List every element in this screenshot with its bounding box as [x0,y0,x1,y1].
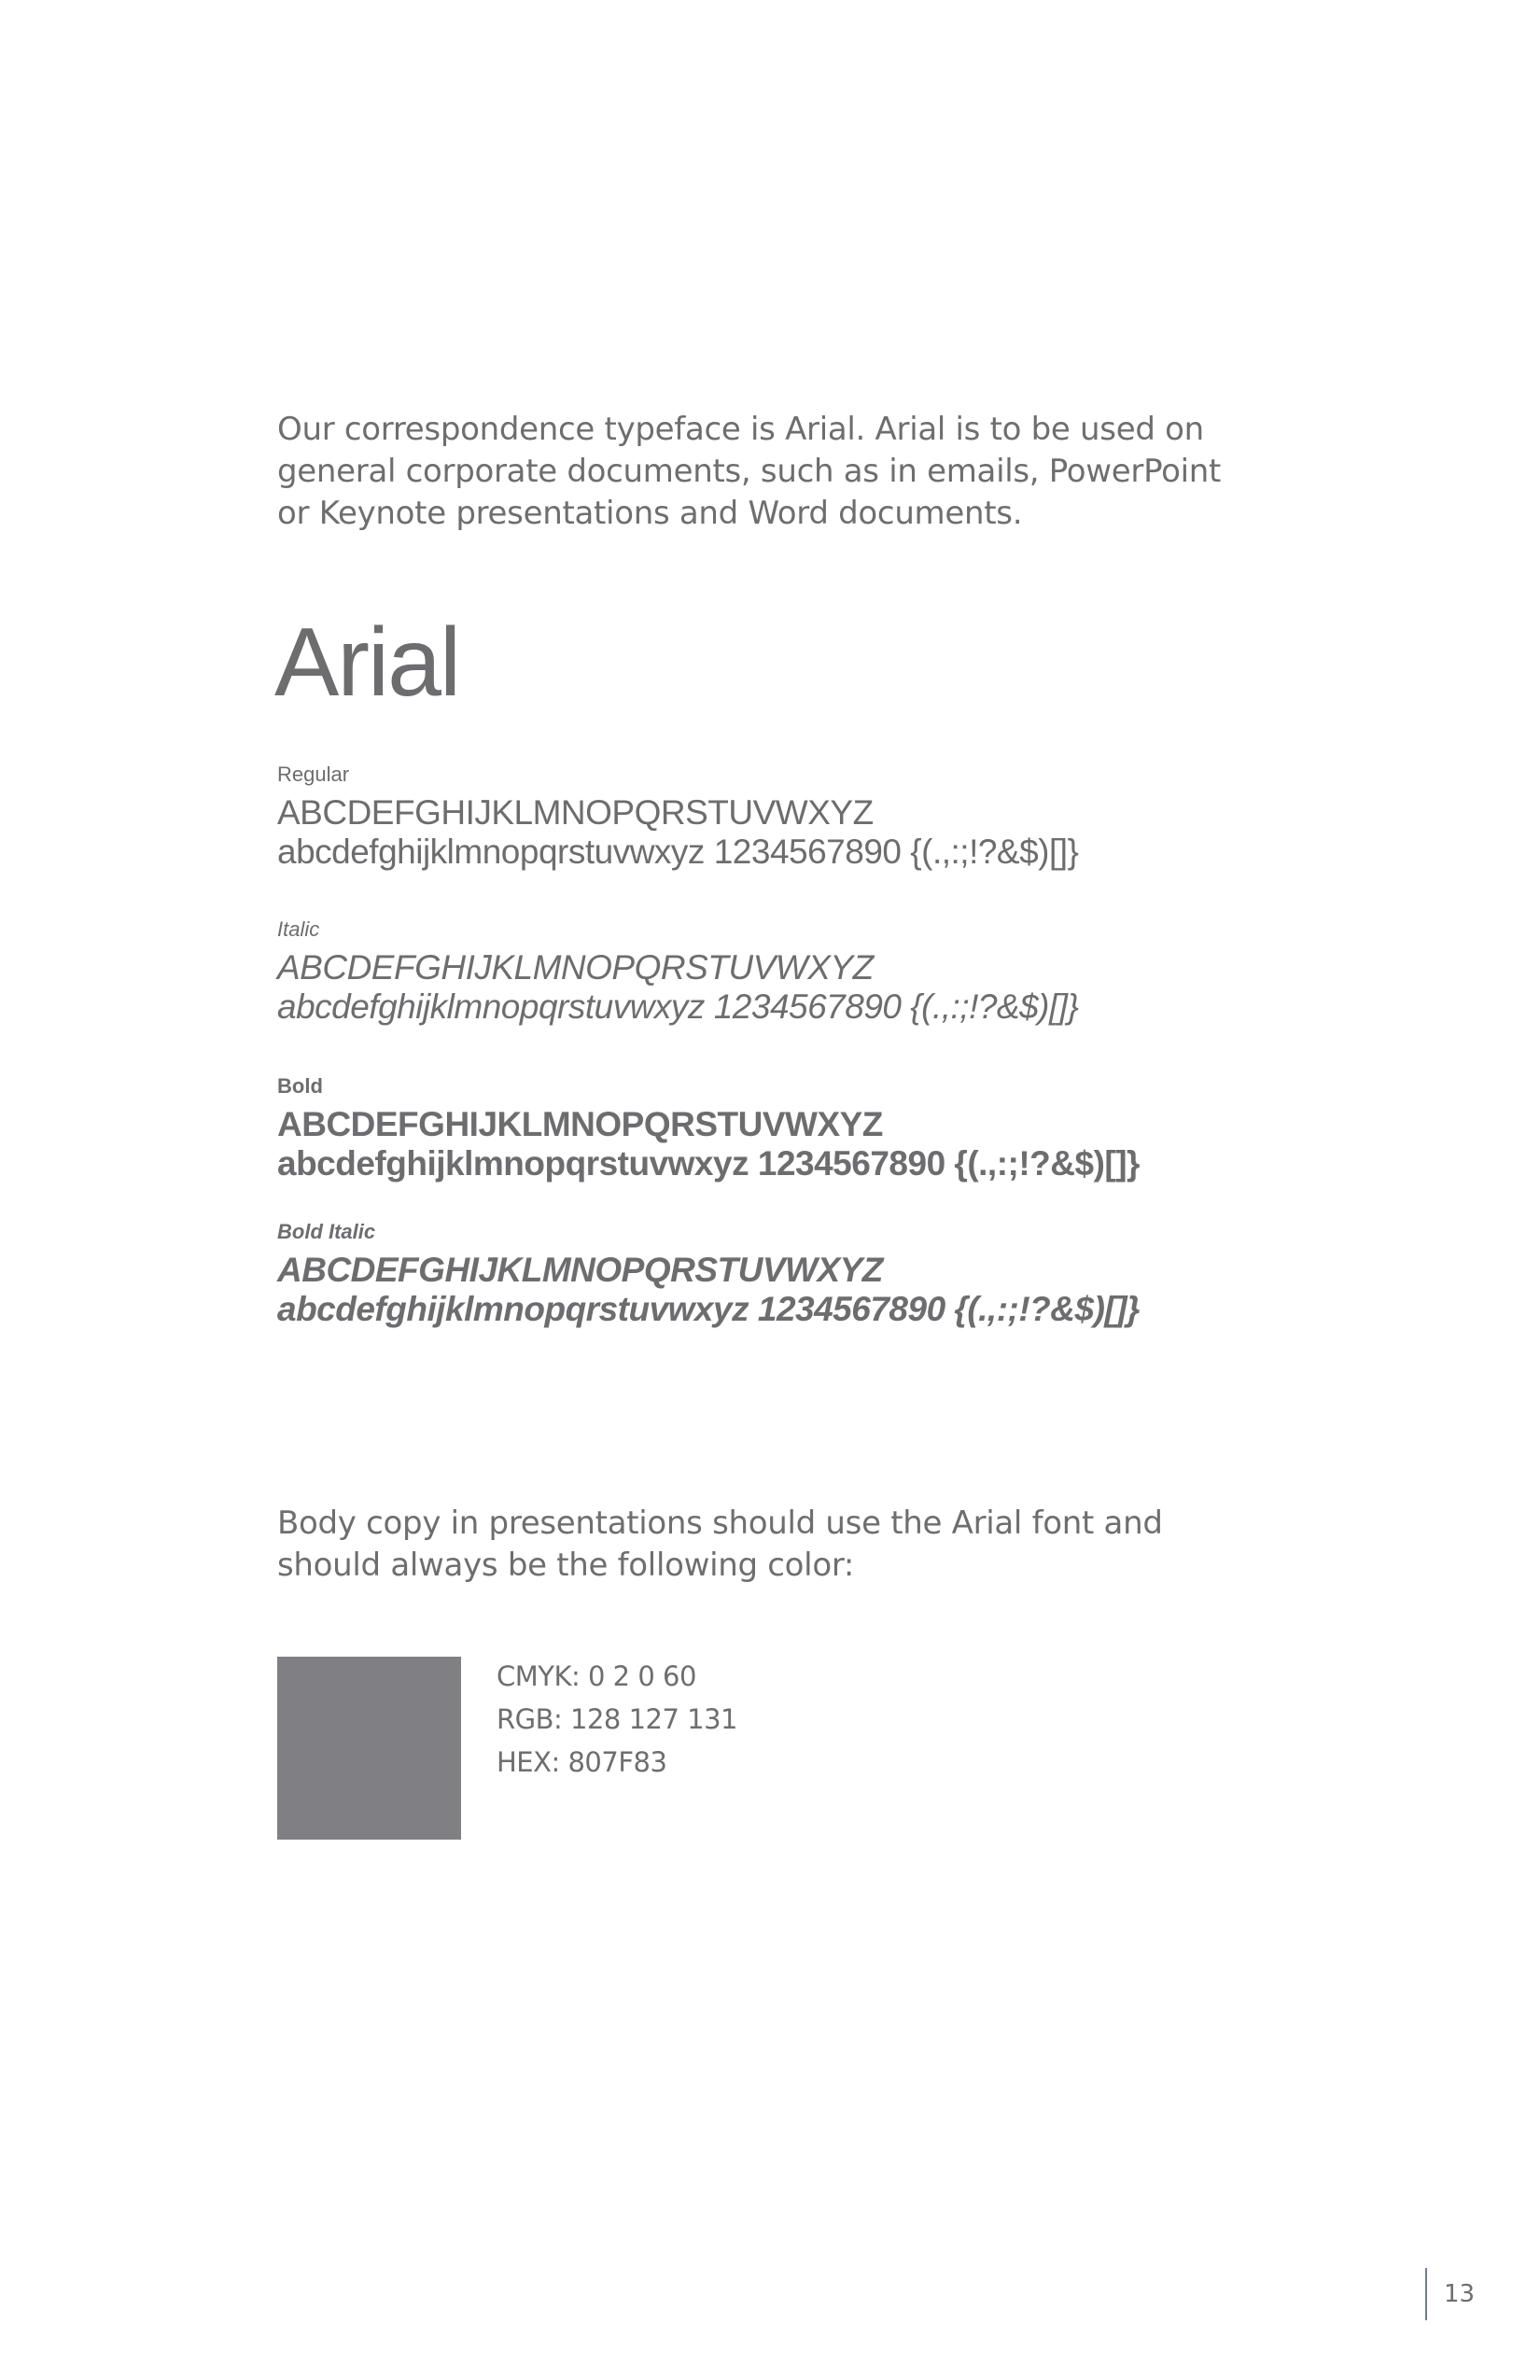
specimen-lowercase: abcdefghijklmnopqrstuvwxyz 1234567890 {(.,:;!?&$)[]} [277,1290,1140,1328]
specimen-lowercase: abcdefghijklmnopqrstuvwxyz 1234567890 {(.,:;!?&$)[]} [277,833,1079,871]
specimen-label: Italic [277,917,320,941]
page-number-divider [1425,2268,1427,2320]
specimen-lowercase: abcdefghijklmnopqrstuvwxyz 1234567890 {(.,:;!?&$)[]} [277,987,1079,1026]
specimen-uppercase: ABCDEFGHIJKLMNOPQRSTUVWXYZ [277,793,874,832]
typeface-title: Arial [274,609,460,717]
specimen-bold-italic [277,1219,1140,1329]
color-hex: HEX: 807F83 [497,1746,667,1778]
specimen-label: Regular [277,763,350,786]
specimen-uppercase: ABCDEFGHIJKLMNOPQRSTUVWXYZ [277,1105,883,1143]
body-color-note: Body copy in presentations should use the Arial font and should always be the following color: [277,1505,1163,1584]
specimen-regular [277,762,1078,872]
specimen-uppercase: ABCDEFGHIJKLMNOPQRSTUVWXYZ [277,948,874,987]
specimen-lowercase: abcdefghijklmnopqrstuvwxyz 1234567890 {(.,:;!?&$)[]} [277,1144,1140,1183]
page-number: 13 [1444,2280,1476,2308]
color-swatch [277,1657,461,1840]
color-rgb: RGB: 128 127 131 [497,1703,737,1735]
specimen-uppercase: ABCDEFGHIJKLMNOPQRSTUVWXYZ [277,1251,883,1289]
color-values [497,1655,737,1784]
specimen-bold [277,1073,1140,1183]
specimen-italic [277,917,1078,1027]
specimen-label: Bold [277,1074,323,1098]
intro-paragraph: Our correspondence typeface is Arial. Arial is to be used on general corporate documents, such as in emails, PowerPoint or Keynote presentations and Word documents. [277,411,1222,532]
specimen-label: Bold Italic [277,1220,376,1243]
color-cmyk: CMYK: 0 2 0 60 [497,1660,696,1692]
